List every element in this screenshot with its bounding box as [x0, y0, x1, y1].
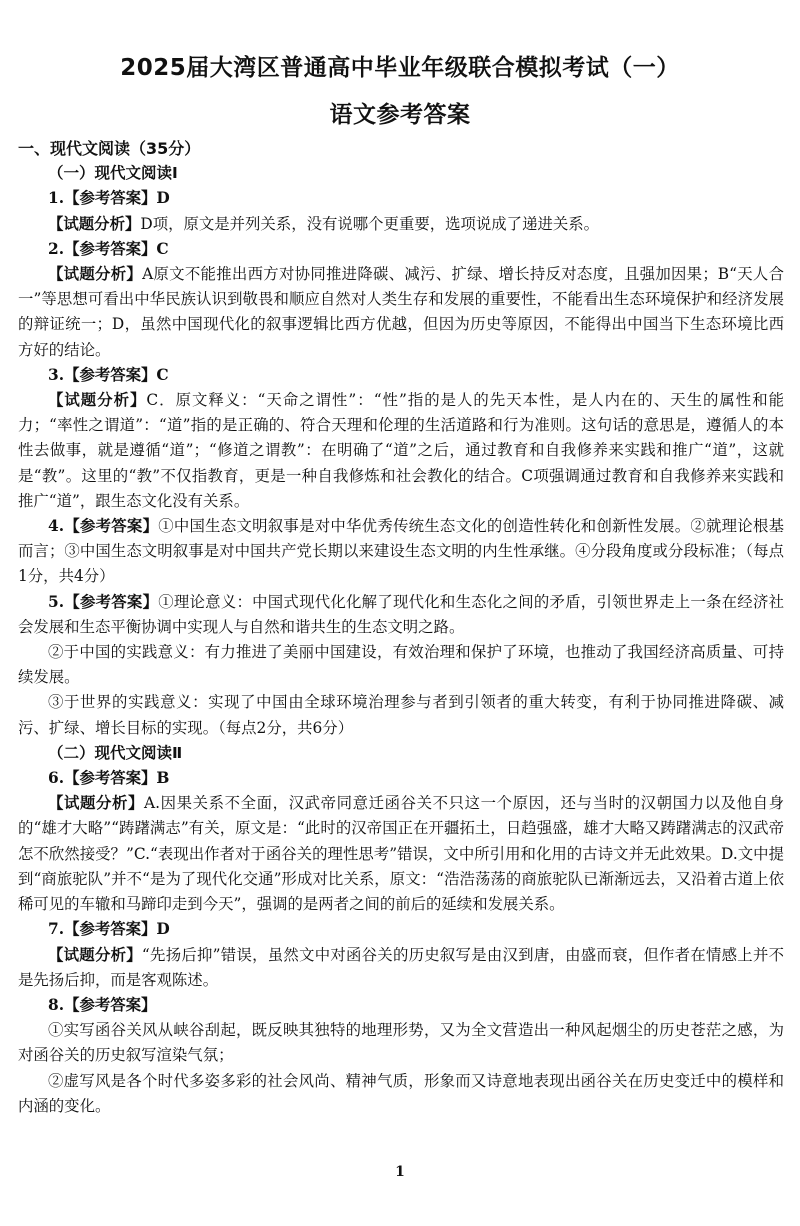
q3-answer: 3.【参考答案】C — [48, 365, 169, 384]
q6-answer: 6.【参考答案】B — [48, 769, 170, 788]
q6-analysis-label: 【试题分析】 — [48, 794, 144, 813]
q3-analysis-text: C．原文释义：“天命之谓性”：“性”指的是人的先天本性，是人内在的、天生的属性和能力；“率性之谓道”：“道”指的是正确的、符合天理和伦理的生活道路和行为准则。这句话的意思是，遵循人的本性去做事，就是遵循“道”；“修道之谓教”：在明确了“道”之后，通过教育和自我修养来实践和推广“道”，这就是“教”。这里的“教”不仅指教育，更是一种自我修炼和社会教化的结合。C项强调通过教育和自我修养来实践和推广“道”，跟生态文化没有关系。 — [18, 391, 784, 510]
q7-analysis — [18, 943, 784, 993]
q5-point-1: ①理论意义：中国式现代化化解了现代化和生态化之间的矛盾，引领世界走上一条在经济社会发展和生态平衡协调中实现人与自然和谐共生的生态文明之路。 — [18, 592, 784, 636]
q8-answer: 8.【参考答案】 — [48, 995, 157, 1014]
q2-answer: 2.【参考答案】C — [48, 239, 169, 258]
q5-point-2: ②于中国的实践意义：有力推进了美丽中国建设，有效治理和保护了环境，也推动了我国经济高质量、可持续发展。 — [18, 643, 784, 687]
q6-analysis — [18, 791, 784, 917]
q2-analysis-label: 【试题分析】 — [48, 265, 143, 284]
document-title: 2025届大湾区普通高中毕业年级联合模拟考试（一） — [120, 55, 680, 81]
q1-analysis — [18, 212, 784, 237]
q5-answer — [18, 590, 784, 640]
q1-analysis-text: D项，原文是并列关系，没有说哪个更重要，选项说成了递进关系。 — [140, 214, 600, 233]
q8-point-1: ①实写函谷关风从峡谷刮起，既反映其独特的地理形势，又为全文营造出一种风起烟尘的历史苍茫之感，为对函谷关的历史叙写渲染气氛； — [18, 1021, 784, 1065]
q7-analysis-text: “先扬后抑”错误，虽然文中对函谷关的历史叙写是由汉到唐，由盛而衰，但作者在情感上并不是先扬后抑，而是客观陈述。 — [18, 945, 784, 989]
q7-analysis-label: 【试题分析】 — [48, 945, 142, 964]
q2-analysis-text: A原文不能推出西方对协同推进降碳、减污、扩绿、增长持反对态度，且强加因果；B“天人合一”等思想可看出中华民族认识到敬畏和顺应自然对人类生存和发展的重要性，不能看出生态环境保护和经济发展的辩证统一；D，虽然中国现代化的叙事逻辑比西方优越，但因为历史等原因，不能得出中国当下生态环境比西方好的结论。 — [18, 265, 784, 359]
q3-analysis — [18, 388, 784, 514]
q6-analysis-text: A.因果关系不全面，汉武帝同意迁函谷关不只这一个原因，还与当时的汉朝国力以及他自身的“雄才大略”“踌躇满志”有关，原文是：“此时的汉帝国正在开疆拓土，日趋强盛，雄才大略又踌躇满志的汉武帝怎不欣然接受？”C.“表现出作者对于函谷关的理性思考”错误，文中所引用和化用的古诗文并无此效果。D.文中提到“商旅驼队”并不“是为了现代化交通”形成对比关系，原文：“浩浩荡荡的商旅驼队已渐渐远去，又沿着古道上依稀可见的车辙和马蹄印走到今天”，强调的是两者之间的前后的延续和发展关系。 — [18, 794, 784, 914]
q7-answer: 7.【参考答案】D — [48, 920, 170, 939]
q4-answer-label: 4.【参考答案】 — [48, 517, 159, 536]
q2-analysis — [18, 262, 784, 363]
document-subtitle: 语文参考答案 — [329, 102, 471, 128]
q1-answer: 1.【参考答案】D — [48, 189, 170, 208]
q5-point-3: ③于世界的实践意义：实现了中国由全球环境治理参与者到引领者的重大转变，有利于协同推进降碳、减污、扩绿、增长目标的实现。（每点2分，共6分） — [18, 693, 784, 737]
q5-answer-label: 5.【参考答案】 — [48, 592, 159, 611]
page-number: 1 — [395, 1164, 405, 1180]
q4-answer-text: ①中国生态文明叙事是对中华优秀传统生态文化的创造性转化和创新性发展。②就理论根基而言；③中国生态文明叙事是对中国共产党长期以来建设生态文明的内生性承继。④分段角度或分段标准；（每点1分，共4分） — [18, 517, 784, 586]
subsection-heading-2: （二）现代文阅读Ⅱ — [48, 743, 183, 762]
q3-analysis-label: 【试题分析】 — [48, 391, 147, 410]
subsection-heading-1: （一）现代文阅读Ⅰ — [48, 164, 178, 183]
answer-content — [18, 136, 784, 1119]
q8-point-2: ②虚写风是各个时代多姿多彩的社会风尚、精神气质，形象而又诗意地表现出函谷关在历史变迁中的模样和内涵的变化。 — [18, 1071, 784, 1115]
q4-answer — [18, 514, 784, 590]
section-heading-1: 一、现代文阅读（35分） — [18, 139, 201, 158]
q1-analysis-label: 【试题分析】 — [48, 214, 141, 233]
